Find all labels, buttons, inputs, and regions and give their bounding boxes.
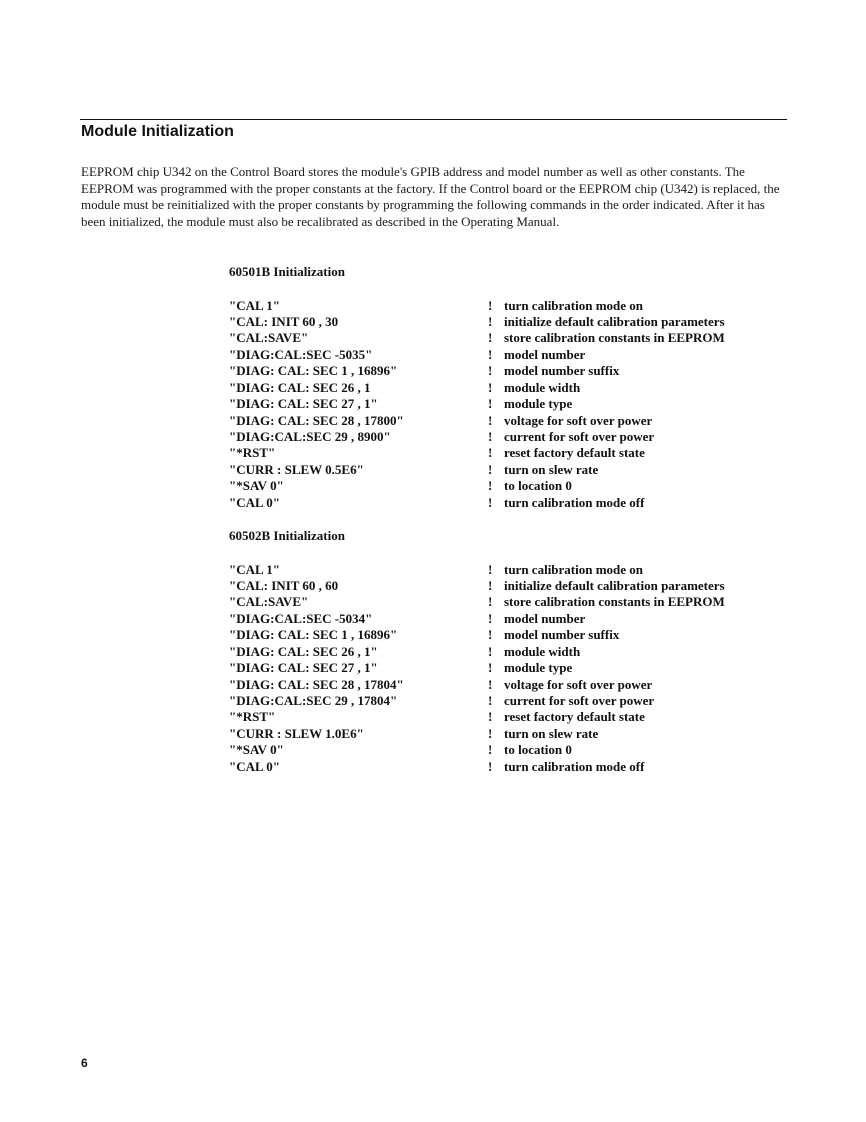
command-text: "CURR : SLEW 0.5E6" [229, 461, 364, 477]
command-text: "DIAG: CAL: SEC 27 , 1" [229, 660, 378, 676]
command-row [229, 380, 789, 396]
comment-marker: ! [488, 693, 493, 708]
command-text: "CAL: INIT 60 , 30 [229, 313, 339, 329]
command-comment: current for soft over power [504, 693, 655, 708]
comment-marker: ! [488, 742, 493, 758]
command-comment: turn calibration mode off [504, 494, 645, 510]
comment-marker: ! [488, 494, 493, 510]
command-text: "*RST" [229, 445, 276, 461]
command-comment: turn calibration mode off [504, 758, 645, 774]
comment-marker: ! [488, 396, 493, 412]
init-block-60501b [229, 264, 789, 511]
block-title: 60502B Initialization [229, 528, 345, 543]
command-text: "DIAG: CAL: SEC 28 , 17804" [229, 676, 404, 692]
command-row [229, 413, 789, 429]
command-text: "CAL 1" [229, 561, 280, 577]
command-row [229, 462, 789, 478]
command-list [229, 298, 789, 512]
command-row [229, 611, 789, 627]
command-row [229, 445, 789, 461]
comment-marker: ! [488, 330, 493, 346]
comment-marker: ! [488, 313, 493, 329]
command-text: "CAL:SAVE" [229, 594, 309, 610]
command-text: "DIAG: CAL: SEC 26 , 1" [229, 643, 378, 659]
command-row [229, 660, 789, 676]
command-text: "*SAV 0" [229, 478, 284, 494]
comment-marker: ! [488, 594, 493, 610]
command-row [229, 742, 789, 758]
section-title: Module Initialization [81, 123, 234, 140]
command-comment: reset factory default state [504, 709, 645, 725]
command-row [229, 693, 789, 709]
comment-marker: ! [488, 660, 493, 676]
command-text: "DIAG:CAL:SEC 29 , 17804" [229, 693, 398, 708]
command-row [229, 429, 789, 445]
comment-marker: ! [488, 627, 493, 643]
command-row [229, 726, 789, 742]
command-comment: voltage for soft over power [504, 412, 653, 428]
command-text: "CAL 0" [229, 494, 280, 510]
command-row [229, 627, 789, 643]
command-comment: initialize default calibration parameters [504, 577, 725, 593]
command-comment: reset factory default state [504, 445, 645, 461]
command-comment: model number [504, 610, 586, 626]
init-block-60502b [229, 528, 789, 775]
command-comment: module type [504, 660, 573, 676]
command-row [229, 314, 789, 330]
comment-marker: ! [488, 610, 493, 626]
command-comment: model number [504, 346, 586, 362]
comment-marker: ! [488, 346, 493, 362]
command-text: "*RST" [229, 709, 276, 725]
command-comment: turn calibration mode on [504, 297, 644, 313]
command-text: "DIAG: CAL: SEC 27 , 1" [229, 396, 378, 412]
command-row [229, 709, 789, 725]
comment-marker: ! [488, 445, 493, 461]
command-comment: current for soft over power [504, 429, 655, 444]
command-row [229, 578, 789, 594]
command-text: "DIAG: CAL: SEC 1 , 16896" [229, 363, 398, 379]
command-text: "DIAG: CAL: SEC 28 , 17800" [229, 412, 404, 428]
command-comment: model number suffix [504, 627, 620, 643]
command-text: "DIAG:CAL:SEC -5035" [229, 346, 373, 362]
comment-marker: ! [488, 676, 493, 692]
command-row [229, 759, 789, 775]
command-text: "CAL:SAVE" [229, 330, 309, 346]
comment-marker: ! [488, 561, 493, 577]
command-comment: to location 0 [504, 742, 572, 758]
command-comment: to location 0 [504, 478, 572, 494]
comment-marker: ! [488, 461, 493, 477]
command-comment: module width [504, 379, 581, 395]
command-row [229, 594, 789, 610]
block-title: 60501B Initialization [229, 264, 345, 279]
comment-marker: ! [488, 412, 493, 428]
command-comment: turn calibration mode on [504, 561, 644, 577]
command-row [229, 347, 789, 363]
command-comment: module width [504, 643, 581, 659]
command-row [229, 298, 789, 314]
command-comment: store calibration constants in EEPROM [504, 330, 725, 346]
command-text: "CAL: INIT 60 , 60 [229, 577, 339, 593]
comment-marker: ! [488, 478, 493, 494]
comment-marker: ! [488, 758, 493, 774]
command-comment: initialize default calibration parameters [504, 313, 725, 329]
command-row [229, 495, 789, 511]
comment-marker: ! [488, 725, 493, 741]
command-row [229, 562, 789, 578]
command-row [229, 677, 789, 693]
comment-marker: ! [488, 363, 493, 379]
comment-marker: ! [488, 429, 493, 444]
comment-marker: ! [488, 709, 493, 725]
comment-marker: ! [488, 379, 493, 395]
section-divider [80, 119, 787, 120]
command-row [229, 396, 789, 412]
command-list [229, 562, 789, 776]
command-text: "*SAV 0" [229, 742, 284, 758]
command-comment: turn on slew rate [504, 461, 599, 477]
command-comment: turn on slew rate [504, 725, 599, 741]
command-row [229, 478, 789, 494]
command-text: "DIAG: CAL: SEC 1 , 16896" [229, 627, 398, 643]
command-comment: voltage for soft over power [504, 676, 653, 692]
comment-marker: ! [488, 577, 493, 593]
comment-marker: ! [488, 297, 493, 313]
comment-marker: ! [488, 643, 493, 659]
command-text: "DIAG:CAL:SEC -5034" [229, 610, 373, 626]
command-comment: store calibration constants in EEPROM [504, 594, 725, 610]
page-number: 6 [81, 1056, 88, 1070]
command-text: "DIAG: CAL: SEC 26 , 1 [229, 379, 371, 395]
command-row [229, 363, 789, 379]
command-text: "CURR : SLEW 1.0E6" [229, 725, 364, 741]
command-text: "CAL 0" [229, 758, 280, 774]
intro-paragraph: EEPROM chip U342 on the Control Board stores the module's GPIB address and model number as well as other constants. The EEPROM was programmed with the proper constants at the factory. If the Control board or the EEPROM chip (U342) is replaced, the module must be reinitialized with the proper constants by programming the following commands in the order indicated. After it has been initialized, the module must also be recalibrated as described in the Operating Manual. [81, 164, 780, 229]
command-text: "CAL 1" [229, 297, 280, 313]
command-comment: model number suffix [504, 363, 620, 379]
command-comment: module type [504, 396, 573, 412]
command-text: "DIAG:CAL:SEC 29 , 8900" [229, 429, 391, 444]
command-row [229, 644, 789, 660]
command-row [229, 330, 789, 346]
